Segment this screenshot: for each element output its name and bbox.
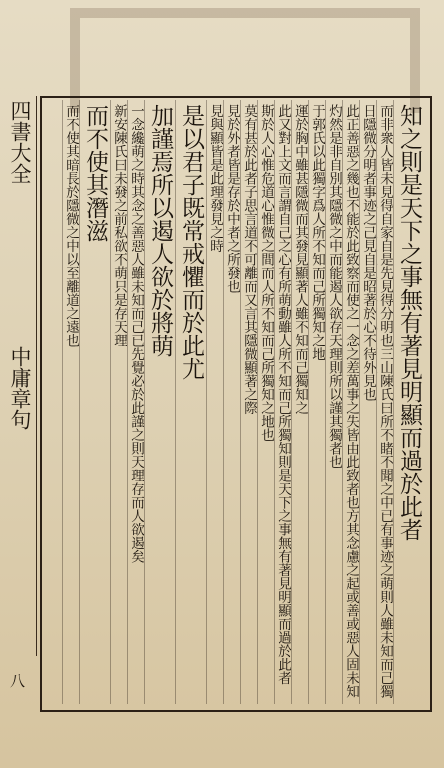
page-number: 八 xyxy=(10,672,26,690)
commentary-column: 見與顯皆是此理發見之時 xyxy=(207,104,223,253)
commentary-column: 日隱微分明者事迹之己見自是昭著於心不待外見也 xyxy=(360,104,376,401)
column-divider xyxy=(62,100,63,704)
column-divider xyxy=(393,100,394,704)
main-text-column: 知之則是天下之事無有著見明顯而過於此者 xyxy=(396,104,422,541)
column-divider xyxy=(376,100,377,704)
margin-chapter-title: 中庸章句 xyxy=(8,346,32,430)
main-text-column: 加謹焉所以遏人欲於將萌 xyxy=(147,104,173,357)
column-divider xyxy=(110,100,111,704)
commentary-column: 此正善惡之幾也不能於此致察而使之一念之差萬事之失皆由此致者也方其念慮之起或善或惡人固未知 xyxy=(343,104,359,698)
column-divider xyxy=(144,100,145,704)
column-divider xyxy=(308,100,309,704)
commentary-column: 新安陳氏曰未發之前私欲不萌只是存天理 xyxy=(111,104,127,347)
commentary-column: 灼然是非自別其隱微之中而能遏人欲存天理則所以謹其獨者也 xyxy=(326,104,342,469)
column-divider xyxy=(240,100,241,704)
margin-book-title: 四書大全 xyxy=(8,100,32,184)
commentary-column: 運於胸中雖甚隱微而其發見顯著人雖不知而己獨知之 xyxy=(292,104,308,415)
commentary-column: 一念纔萌之時其念之善惡人雖未知而己已先覺必於此謹之則天理存而人欲遏矣 xyxy=(128,104,144,563)
main-text-column: 是以君子既常戒懼而於此尤 xyxy=(178,104,204,380)
commentary-column: 斯於人心惟危道心惟微之間而人所不知而己所獨知之地也 xyxy=(258,104,274,442)
column-divider xyxy=(175,100,176,704)
column-divider xyxy=(223,100,224,704)
column-divider xyxy=(79,100,80,704)
column-divider xyxy=(325,100,326,704)
column-divider xyxy=(127,100,128,704)
column-divider xyxy=(274,100,275,704)
column-divider xyxy=(291,100,292,704)
column-divider xyxy=(257,100,258,704)
main-text-column: 而不使其潛滋 xyxy=(82,104,108,242)
page-margin-title xyxy=(2,96,37,656)
commentary-column: 此又對上文而言謂自己之心有所萌動雖人所不知而己所獨知則是天下之事無有著見明顯而過於此者 xyxy=(275,104,291,685)
commentary-column: 莫有甚於此者子思言道不可離而又言其隱微顯著之際 xyxy=(241,104,257,415)
commentary-column: 而非衆人皆未見得自家自是先見得分明也三山陳氏曰所不睹不聞之中已有事迹之萌則人雖未知而己獨 xyxy=(377,104,393,698)
column-divider xyxy=(206,100,207,704)
commentary-column: 見於外者皆是存於中者之所發也 xyxy=(224,104,240,293)
commentary-column: 于郭氏以此獨字爲人所不知而己所獨知之地 xyxy=(309,104,325,361)
column-divider xyxy=(342,100,343,704)
column-divider xyxy=(359,100,360,704)
commentary-column: 而不使其暗長於隱微之中以至離道之遠也 xyxy=(63,104,79,347)
